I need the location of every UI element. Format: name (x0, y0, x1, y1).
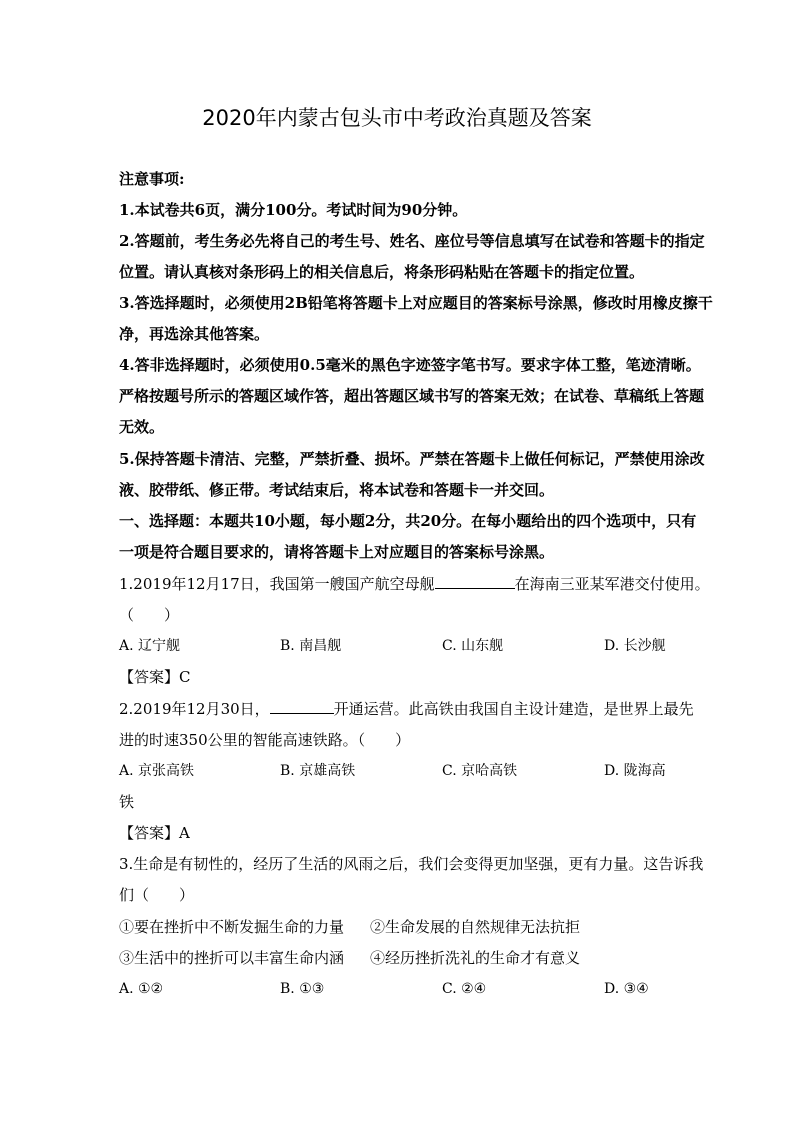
question-2-option-c: C. 京哈高铁 (442, 763, 518, 779)
section-1-heading-line-1: 一、选择题：本题共10小题，每小题2分，共20分。在每小题给出的四个选项中，只有 (119, 512, 697, 530)
notice-item-2-line-1: 2.答题前，考生务必先将自己的考生号、姓名、座位号等信息填写在试卷和答题卡的指定 (119, 232, 705, 250)
question-3-statement-2: ②生命发展的自然规律无法抗拒 (370, 918, 581, 936)
question-3-stem-line-2: 们（ ） (119, 886, 195, 904)
question-3-option-d: D. ③④ (604, 981, 649, 997)
notice-item-4-line-3: 无效。 (119, 418, 165, 436)
question-3-statement-3: ③生活中的挫折可以丰富生命内涵 (119, 949, 345, 967)
section-1-heading-line-2: 一项是符合题目要求的，请将答题卡上对应题目的答案标号涂黑。 (119, 543, 555, 561)
question-3-option-b: B. ①③ (280, 981, 325, 997)
question-2-stem-start: 2.2019年12月30日， (119, 700, 270, 718)
question-1-stem-end: 在海南三亚某军港交付使用。 (514, 575, 710, 593)
notice-item-1: 1.本试卷共6页，满分100分。考试时间为90分钟。 (119, 201, 468, 219)
notice-item-4-line-1: 4.答非选择题时，必须使用0.5毫米的黑色字迹签字笔书写。要求字体工整，笔迹清晰。 (119, 356, 701, 374)
question-3-option-c: C. ②④ (442, 981, 487, 997)
question-1-option-c: C. 山东舰 (442, 638, 504, 654)
notice-item-2-line-2: 位置。请认真核对条形码上的相关信息后，将条形码粘贴在答题卡的指定位置。 (119, 263, 645, 281)
notice-item-5-line-2: 液、胶带纸、修正带。考试结束后，将本试卷和答题卡一并交回。 (119, 481, 555, 499)
question-2-stem-line-2: 进的时速350公里的智能高速铁路。（ ） (119, 731, 411, 749)
question-1-option-a: A. 辽宁舰 (119, 638, 181, 654)
question-3-option-a: A. ①② (119, 981, 164, 997)
notice-heading: 注意事项: (119, 170, 185, 188)
question-1-stem-start: 1.2019年12月17日，我国第一艘国产航空母舰 (119, 575, 435, 593)
question-1-paren: （ ） (119, 606, 180, 624)
question-3-statement-1: ①要在挫折中不断发掘生命的力量 (119, 918, 345, 936)
question-3-statement-4: ④经历挫折洗礼的生命才有意义 (370, 949, 581, 967)
page-title: 2020年内蒙古包头市中考政治真题及答案 (202, 106, 592, 130)
question-3-stem-line-1: 3.生命是有韧性的，经历了生活的风雨之后，我们会变得更加坚强，更有力量。这告诉我 (119, 855, 704, 873)
notice-item-5-line-1: 5.保持答题卡清洁、完整，严禁折叠、损坏。严禁在答题卡上做任何标记，严禁使用涂改 (119, 450, 705, 468)
question-1-option-b: B. 南昌舰 (280, 638, 342, 654)
question-2-option-d-wrap: 铁 (119, 793, 135, 811)
question-2-stem-end: 开通运营。此高铁由我国自主设计建造，是世界上最先 (333, 700, 694, 718)
question-2-stem (119, 699, 694, 719)
question-2-option-a: A. 京张高铁 (119, 763, 195, 779)
question-2-answer: 【答案】A (119, 824, 190, 842)
notice-item-4-line-2: 严格按题号所示的答题区域作答，超出答题区域书写的答案无效；在试卷、草稿纸上答题 (119, 387, 705, 405)
question-2-option-b: B. 京雄高铁 (280, 763, 356, 779)
notice-item-3-line-2: 净，再选涂其他答案。 (119, 325, 270, 343)
question-2-blank (270, 699, 334, 714)
notice-item-3-line-1: 3.答选择题时，必须使用2B铅笔将答题卡上对应题目的答案标号涂黑，修改时用橡皮擦干 (119, 294, 713, 312)
question-2-option-d: D. 陇海高 (604, 763, 666, 779)
question-1-option-d: D. 长沙舰 (604, 638, 666, 654)
question-1-stem (119, 574, 710, 594)
question-1-blank (435, 574, 515, 589)
question-1-answer: 【答案】C (119, 668, 191, 686)
